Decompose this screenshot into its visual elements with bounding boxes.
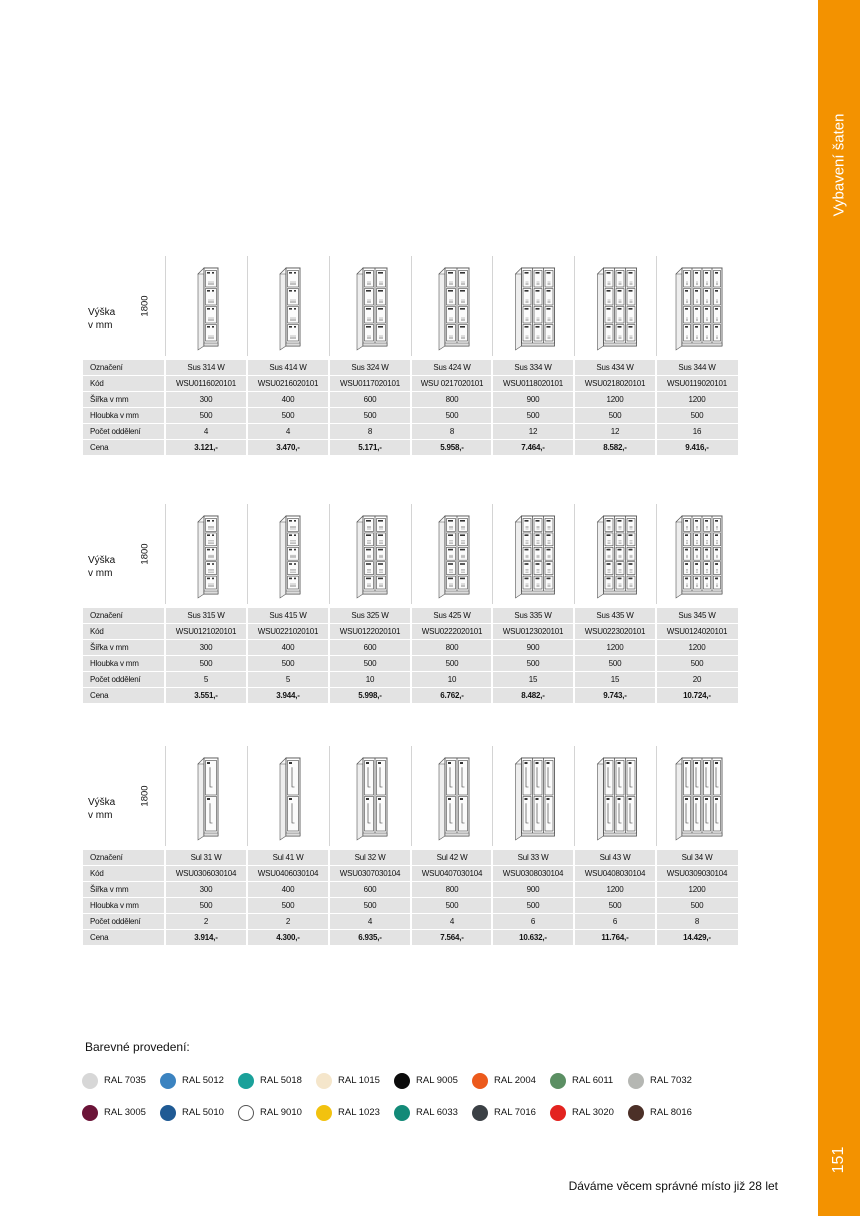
cabinet-drawing <box>329 508 411 600</box>
table-cell-width: 1200 <box>606 643 624 652</box>
table-cell-depth: 500 <box>445 411 459 420</box>
table-cell-price: 7.564,- <box>440 933 464 942</box>
table-cell-code: WSU0119020101 <box>667 379 727 388</box>
table-row <box>83 866 738 881</box>
height-label: Výška v mm <box>88 555 116 579</box>
color-label: RAL 3005 <box>104 1107 146 1118</box>
color-swatch <box>316 1105 332 1121</box>
table-cell-code: WSU0306030104 <box>175 869 237 878</box>
table-cell-depth: 500 <box>690 901 704 910</box>
table-cell-compartments: 10 <box>365 675 375 684</box>
table-cell-name: Sus 334 W <box>514 363 552 372</box>
cabinet-image <box>329 260 411 354</box>
table-cell-width: 800 <box>445 643 459 652</box>
table-cell-name: Sus 434 W <box>596 363 634 372</box>
height-value: 1800 <box>139 295 151 317</box>
cabinet-drawing <box>165 750 247 842</box>
table-cell-compartments: 4 <box>203 427 209 436</box>
cabinet-image <box>656 750 738 844</box>
page-number: 151 <box>830 1146 847 1174</box>
row-label: Označení <box>90 611 123 620</box>
table-cell-compartments: 8 <box>694 917 700 926</box>
table-cell-width: 400 <box>281 643 295 652</box>
color-swatch <box>82 1105 98 1121</box>
table-cell-name: Sul 32 W <box>354 853 386 862</box>
table-cell-width: 400 <box>281 885 295 894</box>
table-row <box>83 930 738 945</box>
table-cell-compartments: 2 <box>285 917 291 926</box>
table-cell-width: 1200 <box>606 885 624 894</box>
table-cell-code: WSU0122020101 <box>339 627 401 636</box>
height-value: 1800 <box>139 543 151 565</box>
cabinet-image <box>247 750 329 844</box>
table-row <box>83 688 738 703</box>
color-label: RAL 3020 <box>572 1107 614 1118</box>
table-cell-code: WSU0221020101 <box>257 627 319 636</box>
cabinet-image <box>574 750 656 844</box>
table-cell-price: 3.121,- <box>194 443 218 452</box>
table-cell-compartments: 4 <box>285 427 291 436</box>
table-cell-depth: 500 <box>608 411 622 420</box>
table-cell-price: 3.551,- <box>194 691 218 700</box>
table-cell-code: WSU0118020101 <box>503 379 563 388</box>
table-row <box>83 360 738 375</box>
cabinet-drawing <box>165 260 247 352</box>
color-label: RAL 7035 <box>104 1075 146 1086</box>
table-cell-width: 400 <box>281 395 295 404</box>
color-label: RAL 2004 <box>494 1075 536 1086</box>
table-cell-depth: 500 <box>526 411 540 420</box>
cabinet-image <box>165 508 247 602</box>
table-row <box>83 608 738 623</box>
table-cell-compartments: 6 <box>530 917 536 926</box>
row-label: Počet oddělení <box>90 675 141 684</box>
chapter-title: Vybavení šaten <box>830 113 848 217</box>
table-cell-name: Sus 435 W <box>596 611 634 620</box>
table-cell-compartments: 16 <box>692 427 702 436</box>
color-label: RAL 6033 <box>416 1107 458 1118</box>
table-cell-code: WSU 0217020101 <box>420 379 484 388</box>
color-label: RAL 8016 <box>650 1107 692 1118</box>
color-swatch <box>550 1073 566 1089</box>
row-label: Cena <box>90 443 109 452</box>
table-cell-price: 4.300,- <box>276 933 300 942</box>
table-cell-width: 600 <box>363 885 377 894</box>
table-cell-code: WSU0124020101 <box>666 627 728 636</box>
table-row <box>83 624 738 639</box>
cabinet-image <box>574 508 656 602</box>
table-cell-price: 9.416,- <box>685 443 709 452</box>
cabinet-image <box>329 750 411 844</box>
table-cell-code: WSU0218020101 <box>584 379 646 388</box>
colors-title: Barevné provedení: <box>85 1040 190 1054</box>
table-cell-code: WSU0121020101 <box>175 627 237 636</box>
table-cell-width: 1200 <box>606 395 624 404</box>
table-cell-depth: 500 <box>199 901 213 910</box>
table-cell-depth: 500 <box>690 659 704 668</box>
table-cell-compartments: 15 <box>528 675 538 684</box>
table-cell-width: 900 <box>526 643 540 652</box>
table-cell-width: 900 <box>526 395 540 404</box>
cabinet-images-row <box>83 504 738 604</box>
cabinet-image <box>411 508 493 602</box>
table-cell-code: WSU0307030104 <box>339 869 401 878</box>
table-row <box>83 672 738 687</box>
row-label: Kód <box>90 379 104 388</box>
table-cell-code: WSU0222020101 <box>421 627 483 636</box>
color-swatch <box>628 1073 644 1089</box>
cabinet-image <box>247 508 329 602</box>
color-swatch <box>316 1073 332 1089</box>
table-cell-compartments: 5 <box>203 675 209 684</box>
table-cell-name: Sul 31 W <box>190 853 222 862</box>
color-label: RAL 5018 <box>260 1075 302 1086</box>
table-cell-code: WSU0216020101 <box>257 379 319 388</box>
row-label: Počet oddělení <box>90 427 141 436</box>
table-cell-code: WSU0308030104 <box>502 869 564 878</box>
table-cell-name: Sus 315 W <box>187 611 225 620</box>
table-cell-compartments: 8 <box>449 427 455 436</box>
table-row <box>83 376 738 391</box>
table-cell-width: 800 <box>445 395 459 404</box>
color-swatch <box>160 1073 176 1089</box>
table-cell-compartments: 4 <box>449 917 455 926</box>
table-cell-compartments: 15 <box>610 675 620 684</box>
color-swatch <box>472 1073 488 1089</box>
table-cell-price: 5.171,- <box>358 443 382 452</box>
row-label: Cena <box>90 933 109 942</box>
table-cell-depth: 500 <box>281 901 295 910</box>
product-section <box>83 504 738 708</box>
row-label: Označení <box>90 853 123 862</box>
cabinet-image <box>165 750 247 844</box>
table-row <box>83 898 738 913</box>
table-cell-price: 5.958,- <box>440 443 464 452</box>
product-section <box>83 746 738 950</box>
table-cell-code: WSU0116020101 <box>176 379 236 388</box>
table-cell-code: WSU0117020101 <box>340 379 400 388</box>
table-cell-name: Sus 425 W <box>433 611 471 620</box>
table-cell-width: 600 <box>363 643 377 652</box>
table-cell-compartments: 4 <box>367 917 373 926</box>
table-cell-compartments: 5 <box>285 675 291 684</box>
color-label: RAL 5010 <box>182 1107 224 1118</box>
table-cell-depth: 500 <box>690 411 704 420</box>
color-label: RAL 9010 <box>260 1107 302 1118</box>
table-cell-width: 900 <box>526 885 540 894</box>
table-cell-name: Sus 314 W <box>187 363 225 372</box>
table-cell-width: 800 <box>445 885 459 894</box>
table-cell-code: WSU0407030104 <box>421 869 483 878</box>
cabinet-drawing <box>247 508 329 600</box>
table-cell-depth: 500 <box>363 659 377 668</box>
cabinet-image <box>492 260 574 354</box>
color-swatch <box>628 1105 644 1121</box>
cabinet-images-row <box>83 746 738 846</box>
table-cell-depth: 500 <box>445 901 459 910</box>
table-cell-price: 7.464,- <box>521 443 545 452</box>
table-cell-width: 1200 <box>688 395 706 404</box>
table-cell-compartments: 10 <box>447 675 457 684</box>
cabinet-drawing <box>492 750 574 842</box>
row-label: Šířka v mm <box>90 885 129 894</box>
height-label: Výška v mm <box>88 797 116 821</box>
table-cell-compartments: 8 <box>367 427 373 436</box>
table-cell-price: 8.582,- <box>603 443 627 452</box>
table-cell-price: 6.762,- <box>440 691 464 700</box>
table-cell-depth: 500 <box>199 659 213 668</box>
table-row <box>83 640 738 655</box>
table-cell-compartments: 20 <box>692 675 702 684</box>
table-cell-width: 600 <box>363 395 377 404</box>
cabinet-drawing <box>411 260 493 352</box>
color-swatch <box>394 1105 410 1121</box>
row-label: Hloubka v mm <box>90 901 139 910</box>
color-swatch <box>82 1073 98 1089</box>
cabinet-image <box>411 750 493 844</box>
row-label: Kód <box>90 869 104 878</box>
table-cell-depth: 500 <box>199 411 213 420</box>
table-cell-price: 3.914,- <box>194 933 218 942</box>
table-cell-price: 3.470,- <box>276 443 300 452</box>
table-cell-width: 300 <box>199 395 213 404</box>
cabinet-image <box>574 260 656 354</box>
cabinet-image <box>656 508 738 602</box>
cabinet-drawing <box>492 260 574 352</box>
color-swatch <box>394 1073 410 1089</box>
cabinet-drawing <box>165 508 247 600</box>
cabinet-drawing <box>411 750 493 842</box>
color-label: RAL 7032 <box>650 1075 692 1086</box>
table-cell-depth: 500 <box>608 659 622 668</box>
table-cell-width: 300 <box>199 643 213 652</box>
row-label: Šířka v mm <box>90 395 129 404</box>
row-label: Označení <box>90 363 123 372</box>
table-cell-width: 1200 <box>688 643 706 652</box>
table-cell-code: WSU0408030104 <box>584 869 646 878</box>
table-cell-code: WSU0223020101 <box>584 627 646 636</box>
cabinet-drawing <box>574 260 656 352</box>
cabinet-drawing <box>411 508 493 600</box>
cabinet-drawing <box>574 750 656 842</box>
table-row <box>83 882 738 897</box>
table-cell-price: 8.482,- <box>521 691 545 700</box>
table-cell-name: Sus 414 W <box>269 363 307 372</box>
color-label: RAL 1023 <box>338 1107 380 1118</box>
table-cell-depth: 500 <box>526 659 540 668</box>
table-cell-depth: 500 <box>281 659 295 668</box>
table-cell-name: Sus 344 W <box>678 363 716 372</box>
table-cell-depth: 500 <box>363 411 377 420</box>
table-cell-price: 5.998,- <box>358 691 382 700</box>
height-value: 1800 <box>139 785 151 807</box>
table-row <box>83 392 738 407</box>
color-swatch <box>238 1073 254 1089</box>
table-cell-name: Sul 33 W <box>517 853 549 862</box>
height-label: Výška v mm <box>88 307 116 331</box>
color-swatch <box>550 1105 566 1121</box>
table-cell-price: 10.632,- <box>519 933 547 942</box>
table-cell-compartments: 12 <box>610 427 620 436</box>
color-swatch <box>238 1105 254 1121</box>
table-cell-width: 300 <box>199 885 213 894</box>
table-cell-name: Sul 41 W <box>272 853 304 862</box>
footer-slogan: Dáváme věcem správné místo již 28 let <box>568 1179 778 1193</box>
table-cell-code: WSU0406030104 <box>257 869 319 878</box>
table-cell-price: 9.743,- <box>603 691 627 700</box>
table-cell-price: 11.764,- <box>601 933 629 942</box>
table-cell-code: WSU0309030104 <box>666 869 728 878</box>
color-label: RAL 7016 <box>494 1107 536 1118</box>
color-label: RAL 5012 <box>182 1075 224 1086</box>
table-cell-price: 6.935,- <box>358 933 382 942</box>
cabinet-image <box>165 260 247 354</box>
product-section <box>83 256 738 460</box>
table-row <box>83 850 738 865</box>
cabinet-image <box>329 508 411 602</box>
cabinet-drawing <box>656 750 738 842</box>
cabinet-image <box>492 508 574 602</box>
color-swatch <box>160 1105 176 1121</box>
cabinet-drawing <box>247 750 329 842</box>
table-cell-depth: 500 <box>526 901 540 910</box>
cabinet-drawing <box>574 508 656 600</box>
table-cell-width: 1200 <box>688 885 706 894</box>
cabinet-image <box>411 260 493 354</box>
table-cell-name: Sus 324 W <box>351 363 389 372</box>
table-cell-name: Sus 325 W <box>351 611 389 620</box>
table-row <box>83 440 738 455</box>
table-cell-price: 3.944,- <box>276 691 300 700</box>
cabinet-image <box>247 260 329 354</box>
cabinet-drawing <box>656 508 738 600</box>
table-cell-compartments: 12 <box>528 427 538 436</box>
table-cell-name: Sus 424 W <box>433 363 471 372</box>
table-cell-name: Sus 345 W <box>678 611 716 620</box>
color-swatch <box>472 1105 488 1121</box>
table-row <box>83 408 738 423</box>
table-cell-name: Sul 43 W <box>599 853 631 862</box>
color-label: RAL 6011 <box>572 1075 614 1086</box>
table-cell-name: Sul 42 W <box>436 853 468 862</box>
cabinet-drawing <box>492 508 574 600</box>
color-label: RAL 1015 <box>338 1075 380 1086</box>
row-label: Kód <box>90 627 104 636</box>
row-label: Hloubka v mm <box>90 659 139 668</box>
cabinet-images-row <box>83 256 738 356</box>
table-cell-name: Sus 415 W <box>269 611 307 620</box>
table-cell-name: Sus 335 W <box>514 611 552 620</box>
row-label: Cena <box>90 691 109 700</box>
cabinet-drawing <box>656 260 738 352</box>
table-cell-code: WSU0123020101 <box>502 627 564 636</box>
cabinet-image <box>656 260 738 354</box>
cabinet-drawing <box>247 260 329 352</box>
table-cell-depth: 500 <box>608 901 622 910</box>
cabinet-drawing <box>329 750 411 842</box>
row-label: Šířka v mm <box>90 643 129 652</box>
table-cell-depth: 500 <box>281 411 295 420</box>
table-cell-price: 14.429,- <box>683 933 711 942</box>
table-cell-price: 10.724,- <box>683 691 711 700</box>
cabinet-drawing <box>329 260 411 352</box>
row-label: Počet oddělení <box>90 917 141 926</box>
table-cell-depth: 500 <box>363 901 377 910</box>
table-row <box>83 656 738 671</box>
table-row <box>83 424 738 439</box>
color-label: RAL 9005 <box>416 1075 458 1086</box>
table-cell-compartments: 2 <box>203 917 209 926</box>
table-row <box>83 914 738 929</box>
cabinet-image <box>492 750 574 844</box>
row-label: Hloubka v mm <box>90 411 139 420</box>
table-cell-compartments: 6 <box>612 917 618 926</box>
table-cell-name: Sul 34 W <box>681 853 713 862</box>
table-cell-depth: 500 <box>445 659 459 668</box>
